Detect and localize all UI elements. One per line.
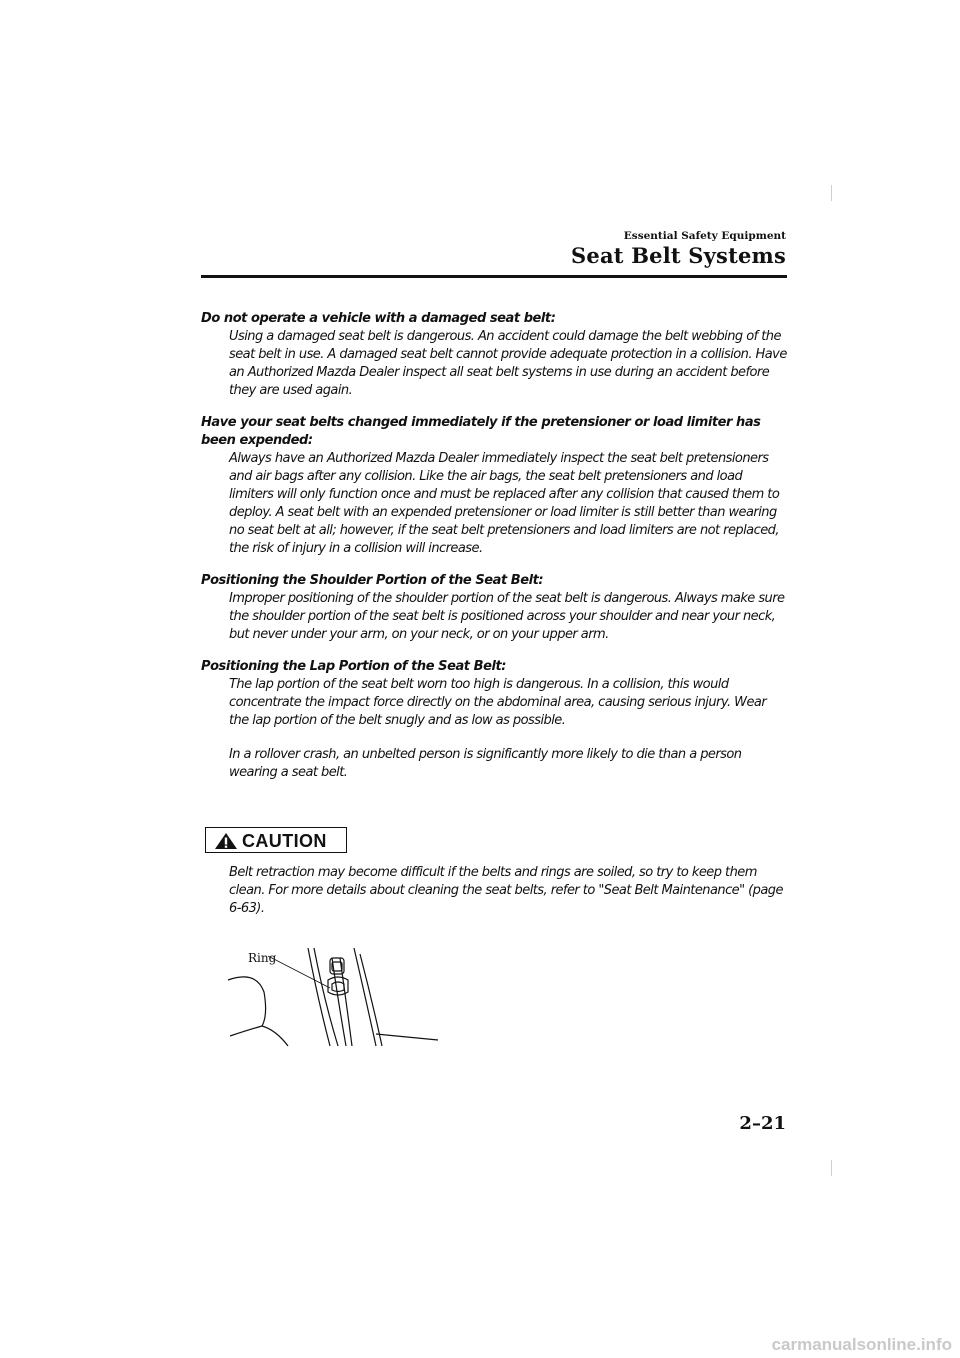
section-heading: Positioning the Lap Portion of the Seat Belt: (201, 659, 506, 674)
section-paragraph: Always have an Authorized Mazda Dealer immediately inspect the seat belt pretensioners and air bags after any collision. Like the air bags, the seat belt pretensioners and load limiters will only function once and must be replaced after any collision that caused them to deploy. A seat belt with an expended pretensioner or load limiter is still better than wearing no seat belt at all; however, if the seat belt pretensioners and load limiters are not replaced, the risk of injury in a collision will increase. (229, 451, 780, 556)
page-number: 2–21 (739, 1113, 786, 1134)
section-body (201, 450, 789, 558)
section-heading: Do not operate a vehicle with a damaged seat belt: (201, 311, 556, 326)
section-shoulder-portion (201, 572, 789, 644)
section-heading: Have your seat belts changed immediately if the pretensioner or load limiter has been expended: (201, 415, 761, 448)
header-section: Essential Safety Equipment (623, 230, 786, 242)
section-damaged-belt (201, 310, 789, 400)
header-rule (201, 275, 787, 278)
crop-mark-top (831, 185, 832, 201)
section-pretensioner (201, 414, 789, 558)
section-body (201, 676, 789, 782)
warning-content (201, 310, 789, 796)
watermark-footer: carmanualsonline.info (771, 1335, 952, 1354)
section-paragraph: Improper positioning of the shoulder portion of the seat belt is dangerous. Always make sure the shoulder portion of the seat belt is positioned across your shoulder and near your neck, but never under your arm, on your neck, or on your upper arm. (229, 591, 785, 642)
section-paragraph: In a rollover crash, an unbelted person is significantly more likely to die than a person wearing a seat belt. (229, 747, 742, 780)
crop-mark-bottom (831, 1160, 832, 1176)
warning-triangle-icon (214, 832, 238, 850)
section-body (201, 328, 789, 400)
section-heading: Positioning the Shoulder Portion of the Seat Belt: (201, 573, 544, 588)
caution-text: Belt retraction may become difficult if the belts and rings are soiled, so try to keep them clean. For more details about cleaning the seat belts, refer to "Seat Belt Maintenance" (page 6-63). (229, 865, 783, 916)
section-paragraph: The lap portion of the seat belt worn too high is dangerous. In a collision, this would concentrate the impact force directly on the abdominal area, causing serious injury. Wear the lap portion of the belt snugly and as low as possible. (229, 677, 767, 728)
section-paragraph: Using a damaged seat belt is dangerous. An accident could damage the belt webbing of the seat belt in use. A damaged seat belt cannot provide adequate protection in a collision. Have an Authorized Mazda Dealer inspect all seat belt systems in use during an accident before they are used again. (229, 329, 787, 398)
ring-label: Ring (248, 951, 277, 965)
page-title: Seat Belt Systems (571, 243, 786, 268)
section-body (201, 590, 789, 644)
section-lap-portion (201, 658, 789, 782)
caution-label: CAUTION (242, 831, 327, 851)
caution-box (205, 827, 347, 853)
